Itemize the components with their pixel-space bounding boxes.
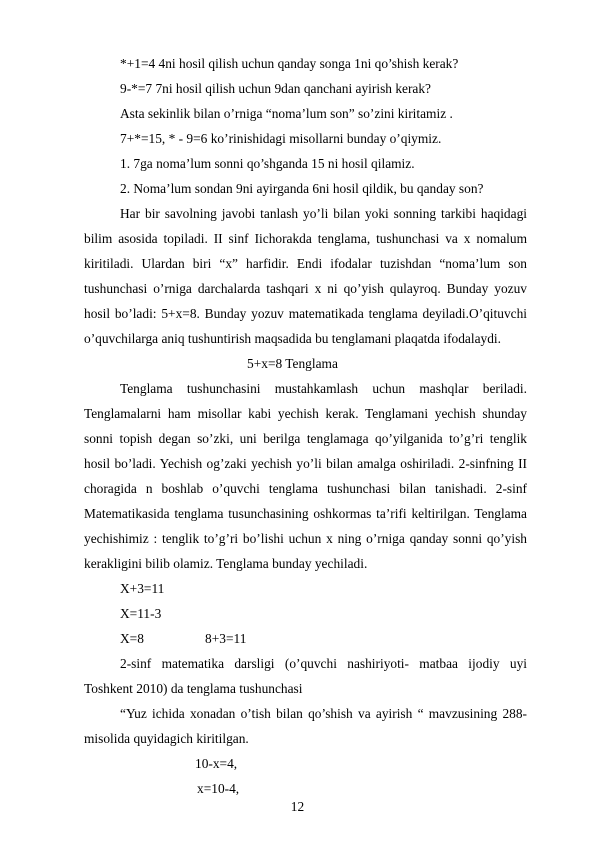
paragraph-line: 2-sinf matematika darsligi (o’quvchi nashiriyoti- matbaa ijodiy uyi (120, 656, 527, 671)
text-line: *+1=4 4ni hosil qilish uchun qanday songa 1ni qo’shish kerak? (120, 56, 459, 71)
check-equation: 8+3=11 (205, 631, 247, 646)
text-line: 1. 7ga noma’lum sonni qo’shganda 15 ni hosil qilamiz. (120, 156, 415, 171)
paragraph-line: Tenglamalarni ham misollar kabi yechish kerak. Tenglamani yechish shunday (84, 406, 527, 421)
paragraph-line: bilim asosida topiladi. II sinf Iichorakda tenglama, tushunchasi va x nomalum (84, 231, 527, 246)
paragraph-line: kerakligini bilib olamiz. Tenglama bunday yechiladi. (84, 556, 368, 571)
paragraph-line: kiritiladi. Ulardan biri “x” harfidir. Endi ifodalar tuzishdan “noma’lum son (84, 256, 527, 271)
paragraph-line: Tenglama tushunchasini mustahkamlash uchun mashqlar beriladi. (120, 381, 527, 396)
paragraph-line: Toshkent 2010) da tenglama tushunchasi (84, 681, 303, 696)
solution-step: X+3=11 (120, 581, 165, 596)
paragraph-line: Har bir savolning javobi tanlash yo’li bilan yoki sonning tarkibi haqidagi (120, 206, 527, 221)
paragraph-line: choragida n boshlab o’quvchi tenglama tushunchasi bilan tanishadi. 2-sinf (84, 481, 527, 496)
example-equation: x=10-4, (197, 781, 240, 796)
centered-equation: 5+x=8 Tenglama (247, 356, 338, 371)
solution-step: X=11-3 (120, 606, 162, 621)
paragraph-line: yechishimiz : tenglik to’g’ri bo’lishi uchun x ning o’rniga qanday sonni qo’yish (84, 531, 527, 546)
paragraph-line: sonni topish degan so’zki, uni berilga tenglamaga qo’yilganida to’g’ri tenglik (84, 431, 527, 446)
paragraph-line: hosil bo’ladi. Yechish og’zaki yechish yo’li bilan amalga oshiriladi. 2-sinfning II (84, 456, 527, 471)
text-line: 7+*=15, * - 9=6 ko’rinishidagi misollarni bunday o’qiymiz. (120, 131, 442, 146)
text-line: Asta sekinlik bilan o’rniga “noma’lum son” so’zini kiritamiz . (120, 106, 453, 121)
paragraph-line: “Yuz ichida xonadan o’tish bilan qo’shish va ayirish “ mavzusining 288- (120, 706, 527, 721)
solution-step: X=8 (120, 631, 144, 646)
example-equation: 10-x=4, (195, 756, 238, 771)
text-line: 2. Noma’lum sondan 9ni ayirganda 6ni hosil qildik, bu qanday son? (120, 181, 484, 196)
paragraph-line: o’quvchilarga aniq tushuntirish maqsadida bu tenglamani plaqatda ifodalaydi. (84, 331, 501, 346)
paragraph-line: tushunchasi o’rniga darchalarda tashqari x ni qo’yish qulayroq. Bunday yozuv (84, 281, 527, 296)
paragraph-line: misolida quyidagich kiritilgan. (84, 731, 249, 746)
paragraph-line: Matematikasida tenglama tusunchasining oshkormas ta’rifi keltirilgan. Tenglama (84, 506, 527, 521)
text-line: 9-*=7 7ni hosil qilish uchun 9dan qanchani ayirish kerak? (120, 81, 432, 96)
paragraph-line: hosil bo’ladi: 5+x=8. Bunday yozuv matematikada tenglama deyiladi.O’qituvchi (84, 306, 527, 321)
page-number: 12 (290, 799, 305, 814)
